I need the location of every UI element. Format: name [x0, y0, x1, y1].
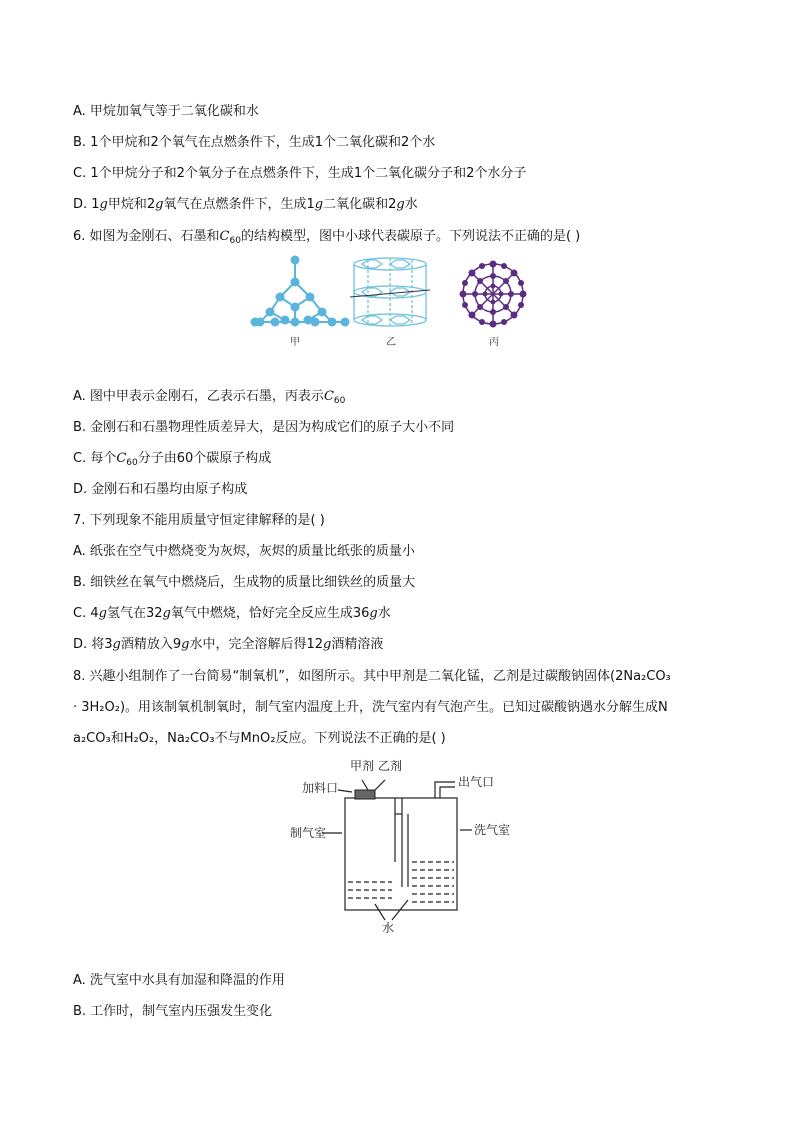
q8-option-b: B. 工作时，制气室内压强发生变化: [73, 1004, 273, 1019]
c60-model: [460, 261, 527, 328]
q8-stem-line1: 8. 兴趣小组制作了一台简易“制氧机”，如图所示。其中甲剂是二氧化锰，乙剂是过碳酸钠固体(2Na₂CO₃: [73, 669, 671, 684]
label-yiji: 乙剂: [378, 759, 403, 773]
q5-option-a: A. 甲烷加氧气等于二氧化碳和水: [73, 104, 259, 119]
q8-option-a: A. 洗气室中水具有加湿和降温的作用: [73, 973, 285, 988]
label-jiaji: 甲剂: [350, 759, 375, 773]
oxygen-generator-diagram: [290, 752, 530, 938]
q7-stem: 7. 下列现象不能用质量守恒定律解释的是( ): [73, 513, 325, 528]
label-yi: 乙: [386, 337, 396, 348]
q6-option-a: A. 图中甲表示金刚石，乙表示石墨，丙表示$C_{60}$: [73, 389, 346, 406]
label-jialiaokou: 加料口: [302, 781, 339, 795]
label-xiqishi: 洗气室: [474, 823, 511, 837]
q6-option-d: D. 金刚石和石墨均由原子构成: [73, 482, 248, 497]
q8-stem-line3: a₂CO₃和H₂O₂，Na₂CO₃不与MnO₂反应。下列说法不正确的是( ): [73, 731, 446, 746]
q7-option-a: A. 纸张在空气中燃烧变为灰烬，灰烬的质量比纸张的质量小: [73, 544, 415, 559]
q8-stem-line2: · 3H₂O₂)。用该制氧机制氧时，制气室内温度上升，洗气室内有气泡产生。已知过碳酸钠遇水分解生成N: [73, 700, 668, 715]
tank-outline: [345, 798, 457, 910]
q6-option-c: C. 每个$C_{60}$分子由60个碳原子构成: [73, 451, 272, 468]
label-zhiqishi: 制气室: [290, 826, 327, 840]
q5-option-d: D. 1g甲烷和2g氧气在点燃条件下，生成1g二氧化碳和2g水: [73, 197, 418, 212]
label-chuqikou: 出气口: [458, 775, 495, 789]
label-jia: 甲: [290, 337, 300, 348]
q6-stem: 6. 如图为金刚石、石墨和$C_{60}$的结构模型，图中小球代表碳原子。下列说法不正确的是( ): [73, 229, 581, 246]
feed-port-block: [355, 790, 375, 799]
diamond-model: [252, 257, 349, 326]
q7-option-c: C. 4g氢气在32g氧气中燃烧，恰好完全反应生成36g水: [73, 606, 391, 621]
label-bing: 丙: [489, 337, 499, 348]
carbon-structures-figure: [250, 252, 530, 352]
graphite-model: [350, 258, 430, 326]
q5-option-c: C. 1个甲烷分子和2个氧分子在点燃条件下，生成1个二氧化碳分子和2个水分子: [73, 166, 527, 181]
q7-option-b: B. 细铁丝在氧气中燃烧后，生成物的质量比细铁丝的质量大: [73, 575, 416, 590]
q5-option-b: B. 1个甲烷和2个氧气在点燃条件下，生成1个二氧化碳和2个水: [73, 135, 436, 150]
q7-option-d: D. 将3g酒精放入9g水中，完全溶解后得12g酒精溶液: [73, 637, 384, 652]
q6-option-b: B. 金刚石和石墨物理性质差异大，是因为构成它们的原子大小不同: [73, 420, 455, 435]
label-water: 水: [382, 921, 395, 935]
